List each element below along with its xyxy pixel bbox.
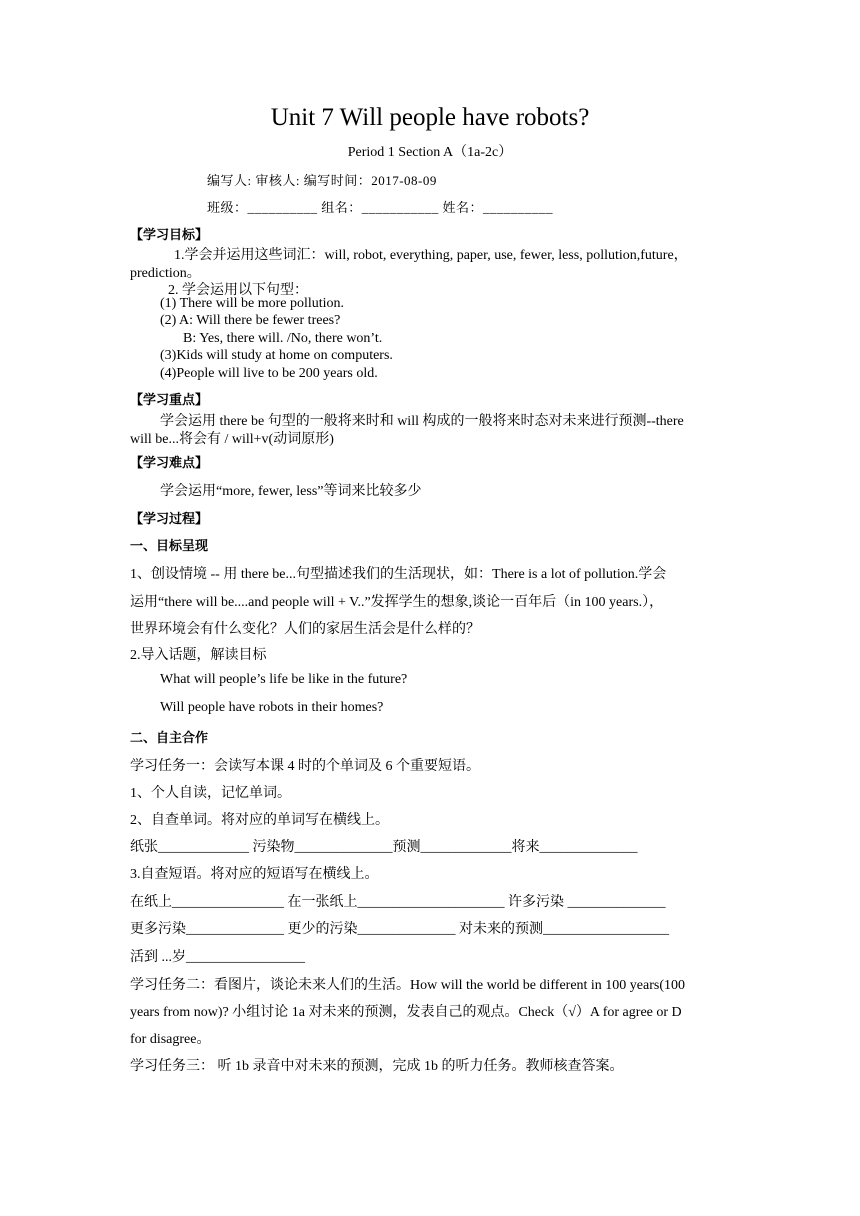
phrases-fill-line-2: 更多污染______________ 更少的污染______________ 对未来的预测__________________ [130, 922, 669, 937]
question-2: Will people have robots in their homes? [160, 700, 384, 715]
section-1-p2: 2.导入话题，解读目标 [130, 648, 267, 663]
task-2-line-2: years from now)? 小组讨论 1a 对未来的预测，发表自己的观点。Check（√）A for agree or D [130, 1005, 682, 1020]
objectives-heading: 【学习目标】 [130, 228, 209, 243]
sentence-1: (1) There will be more pollution. [160, 296, 345, 311]
difficulties-text: 学会运用“more, fewer, less”等词来比较多少 [160, 484, 422, 499]
page-title: Unit 7 Will people have robots? [270, 104, 590, 131]
sentence-2-answer: B: Yes, there will. /No, there won’t. [183, 331, 383, 346]
author-line: 编写人: 审核人: 编写时间：2017-08-09 [207, 173, 437, 188]
difficulties-heading: 【学习难点】 [130, 456, 209, 471]
task-3: 学习任务三： 听 1b 录音中对未来的预测，完成 1b 的听力任务。教师核查答案。 [130, 1059, 624, 1074]
task-2-line-3: for disagree。 [130, 1032, 211, 1047]
objective-item-1: 1.学会并运用这些词汇：will, robot, everything, paper, use, fewer, less, pollution,future， [174, 248, 688, 263]
section-1-p1-line1: 1、创设情境 -- 用 there be...句型描述我们的生活现状，如：There is a lot of pollution.学会 [130, 567, 667, 582]
words-fill-line: 纸张_____________ 污染物______________预测_____________将来______________ [130, 840, 638, 855]
task-2-line-1: 学习任务二：看图片，谈论未来人们的生活。How will the world be different in 100 years(100 [130, 978, 686, 993]
objective-item-1-cont: prediction。 [130, 266, 201, 281]
section-1-p1-line2: 运用“there will be....and people will + V..”发挥学生的想象,谈论一百年后（in 100 years.）， [130, 595, 664, 610]
key-points-line-2: will be...将会有 / will+v(动词原形) [130, 432, 334, 447]
section-2-heading: 二、自主合作 [130, 731, 209, 746]
section-1-p1-line3: 世界环境会有什么变化？人们的家居生活会是什么样的？ [130, 622, 480, 637]
sentence-2: (2) A: Will there be fewer trees? [160, 313, 341, 328]
step-2: 2、自查单词。将对应的单词写在横线上。 [130, 813, 389, 828]
key-points-heading: 【学习重点】 [130, 393, 209, 408]
sentence-4: (4)People will live to be 200 years old. [160, 366, 378, 381]
class-group-name-line: 班级：__________ 组名：___________ 姓名：__________ [207, 200, 554, 215]
step-1: 1、个人自读，记忆单词。 [130, 786, 291, 801]
sentence-3: (3)Kids will study at home on computers. [160, 348, 393, 363]
step-3: 3.自查短语。将对应的短语写在横线上。 [130, 867, 379, 882]
phrases-fill-line-1: 在纸上________________ 在一张纸上_____________________ 许多污染 ______________ [130, 895, 666, 910]
question-1: What will people’s life be like in the future? [160, 672, 408, 687]
phrases-fill-line-3: 活到 ...岁_________________ [130, 950, 305, 965]
objective-item-2: 2. 学会运用以下句型： [168, 283, 308, 298]
key-points-line-1: 学会运用 there be 句型的一般将来时和 will 构成的一般将来时态对未来进行预测--there [160, 414, 684, 429]
task-1: 学习任务一：会读写本课 4 时的个单词及 6 个重要短语。 [130, 759, 480, 774]
period-subtitle: Period 1 Section A（1a-2c） [347, 145, 513, 160]
process-heading: 【学习过程】 [130, 512, 209, 527]
section-1-heading: 一、目标呈现 [130, 539, 209, 554]
